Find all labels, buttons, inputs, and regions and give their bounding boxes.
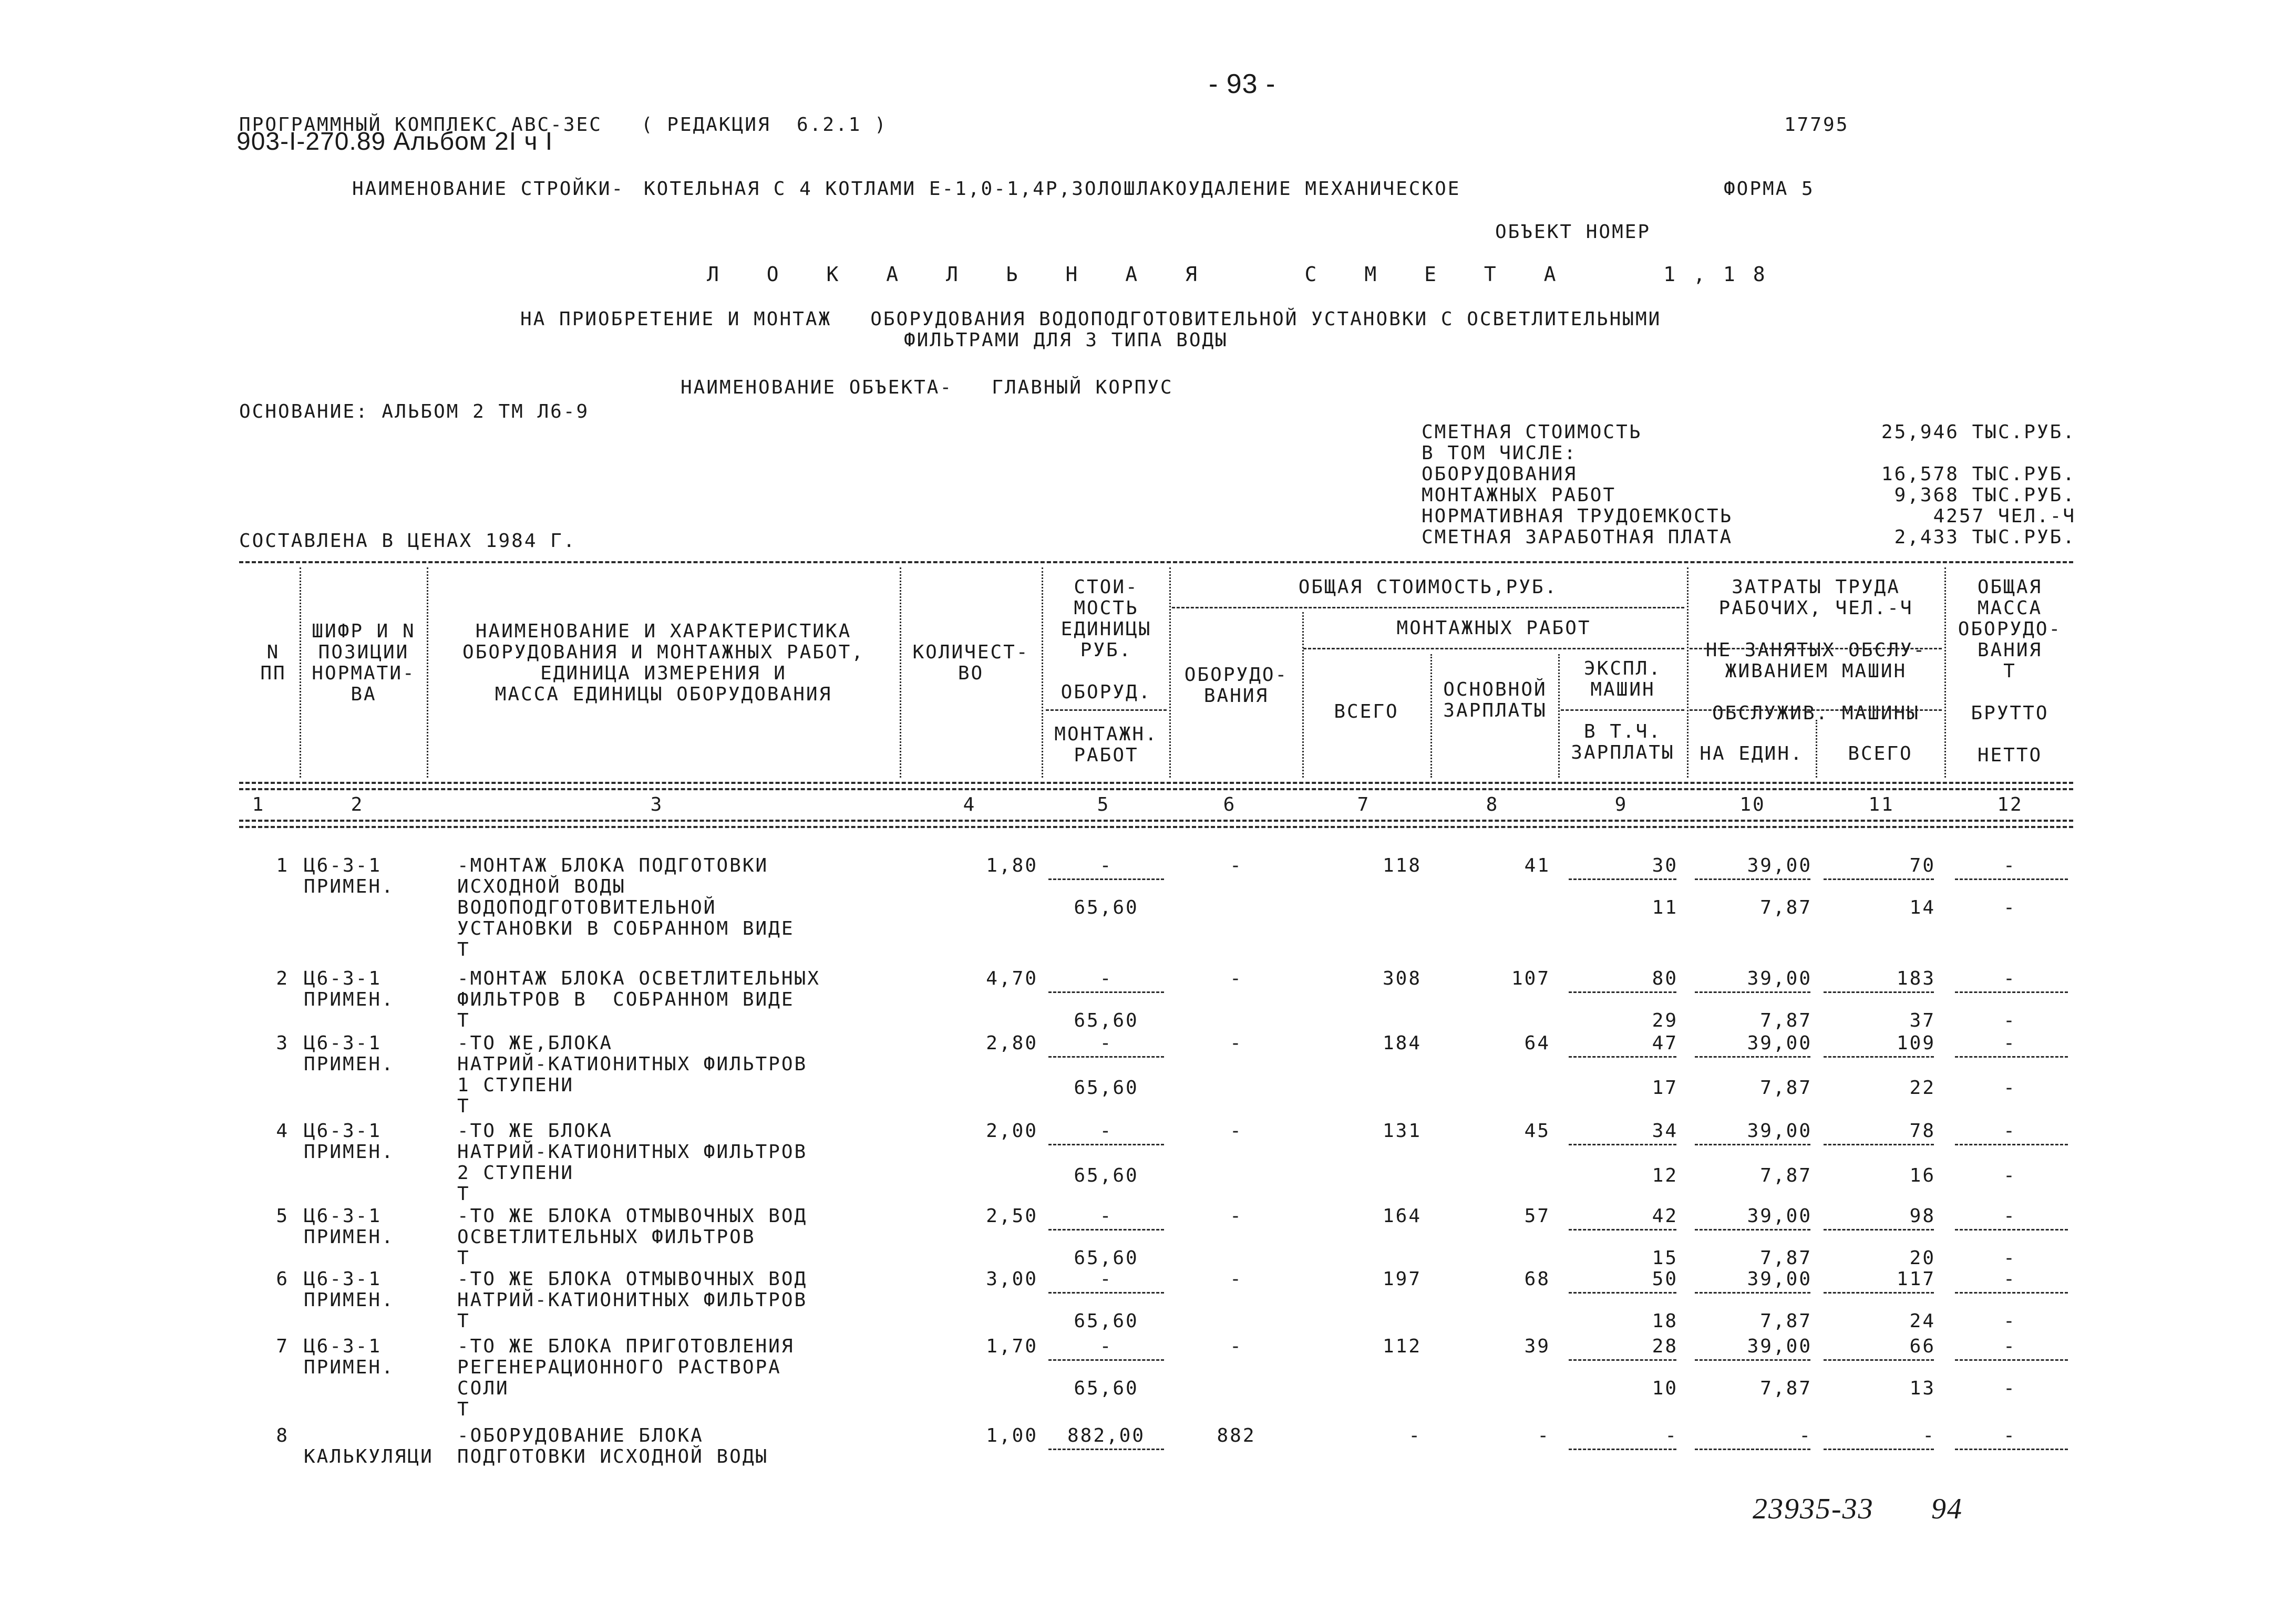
row-unit-mounting: 65,60 bbox=[1074, 1077, 1139, 1099]
cell-split-rule bbox=[1824, 1292, 1934, 1294]
row-mass-net: - bbox=[2003, 1077, 2016, 1099]
row-machine-wage: 29 bbox=[1652, 1010, 1678, 1031]
footer-code: 23935-33 bbox=[1753, 1493, 1874, 1525]
row-mass-gross: - bbox=[2003, 1032, 2016, 1054]
row-machine-labor-unit: 7,87 bbox=[1760, 1247, 1812, 1269]
column-number: 3 bbox=[650, 794, 664, 815]
cell-split-rule bbox=[1569, 1229, 1676, 1231]
column-number: 1 bbox=[252, 794, 265, 815]
row-mass-gross: - bbox=[2003, 855, 2016, 876]
row-code: Ц6-3-1 ПРИМЕН. bbox=[304, 1120, 395, 1163]
construction-label: НАИМЕНОВАНИЕ СТРОЙКИ- bbox=[352, 178, 625, 200]
cell-split-rule bbox=[1569, 878, 1676, 880]
row-mass-gross: - bbox=[2003, 1268, 2016, 1290]
row-code: Ц6-3-1 ПРИМЕН. bbox=[304, 1336, 395, 1378]
header-sub-rule bbox=[1172, 607, 1684, 608]
row-number: 6 bbox=[276, 1268, 289, 1290]
header-col-5: СТОИ- МОСТЬ ЕДИНИЦЫ РУБ. ОБОРУД. МОНТАЖН. РАБОТ bbox=[1054, 576, 1158, 766]
row-code: КАЛЬКУЛЯЦИ bbox=[304, 1446, 434, 1467]
cell-split-rule bbox=[1695, 878, 1810, 880]
cell-split-rule bbox=[1695, 991, 1810, 993]
column-number: 10 bbox=[1739, 794, 1766, 815]
row-labor-total: - bbox=[1922, 1425, 1935, 1446]
row-labor-total: 117 bbox=[1896, 1268, 1935, 1290]
header-col-6: ОБОРУДО- ВАНИЯ bbox=[1184, 664, 1289, 707]
column-number: 4 bbox=[963, 794, 976, 815]
row-machine-cost: - bbox=[1665, 1425, 1678, 1446]
cell-split-rule bbox=[1569, 1292, 1676, 1294]
row-machine-labor-unit: 7,87 bbox=[1760, 897, 1812, 918]
row-unit-mounting: 65,60 bbox=[1074, 1247, 1139, 1269]
summary-value: 2,433 ТЫС.РУБ. bbox=[1894, 526, 2076, 548]
row-mounting-total: 184 bbox=[1382, 1032, 1422, 1054]
cell-split-rule bbox=[1955, 1359, 2068, 1361]
row-labor-unit: 39,00 bbox=[1747, 1032, 1812, 1054]
summary-label: МОНТАЖНЫХ РАБОТ bbox=[1422, 484, 1617, 506]
row-base-wage: 39 bbox=[1524, 1336, 1550, 1357]
row-number: 3 bbox=[276, 1032, 289, 1054]
summary-label: НОРМАТИВНАЯ ТРУДОЕМКОСТЬ bbox=[1422, 505, 1733, 527]
cell-split-rule bbox=[1824, 1056, 1934, 1058]
row-machine-wage: 18 bbox=[1652, 1310, 1678, 1332]
header-bottom-rule bbox=[239, 782, 2073, 784]
cell-split-rule bbox=[1695, 1144, 1810, 1145]
summary-value: 25,946 ТЫС.РУБ. bbox=[1881, 421, 2076, 443]
row-mounting-total: 164 bbox=[1382, 1205, 1422, 1227]
row-labor-total: 109 bbox=[1896, 1032, 1935, 1054]
summary-label: ОБОРУДОВАНИЯ bbox=[1422, 463, 1578, 485]
header-mont: МОНТАЖНЫХ РАБОТ bbox=[1396, 617, 1591, 639]
cell-split-rule bbox=[1695, 1229, 1810, 1231]
row-description: -ОБОРУДОВАНИЕ БЛОКА ПОДГОТОВКИ ИСХОДНОЙ ВОДЫ bbox=[457, 1425, 769, 1467]
row-labor-total: 66 bbox=[1909, 1336, 1935, 1357]
basis-line: ОСНОВАНИЕ: АЛЬБОМ 2 ТМ Л6-9 bbox=[239, 401, 590, 422]
row-machine-labor-total: 13 bbox=[1909, 1378, 1935, 1399]
cell-split-rule bbox=[1569, 1056, 1676, 1058]
row-unit-mounting: 65,60 bbox=[1074, 897, 1139, 918]
cell-split-rule bbox=[1955, 1144, 2068, 1145]
row-base-wage: 41 bbox=[1524, 855, 1550, 876]
row-description: -ТО ЖЕ БЛОКА НАТРИЙ-КАТИОНИТНЫХ ФИЛЬТРОВ 2 СТУПЕНИ Т bbox=[457, 1120, 808, 1205]
row-mounting-total: 308 bbox=[1382, 968, 1422, 989]
row-machine-labor-unit: 7,87 bbox=[1760, 1378, 1812, 1399]
row-equipment-cost: - bbox=[1230, 1336, 1243, 1357]
row-machine-labor-unit: 7,87 bbox=[1760, 1010, 1812, 1031]
summary-label: В ТОМ ЧИСЛЕ: bbox=[1422, 442, 1578, 464]
page-number: - 93 - bbox=[1209, 69, 1276, 99]
row-mass-gross: - bbox=[2003, 968, 2016, 989]
row-base-wage: 107 bbox=[1511, 968, 1550, 989]
row-equipment-cost: 882 bbox=[1217, 1425, 1256, 1446]
row-machine-cost: 34 bbox=[1652, 1120, 1678, 1142]
row-mass-gross: - bbox=[2003, 1120, 2016, 1142]
row-unit-mounting: 65,60 bbox=[1074, 1310, 1139, 1332]
column-number: 2 bbox=[351, 794, 364, 815]
header-labor-sub: НЕ ЗАНЯТЫХ ОБСЛУ- ЖИВАНИЕМ МАШИН ОБСЛУЖИВ. МАШИНЫ bbox=[1705, 639, 1927, 724]
row-mounting-total: 112 bbox=[1382, 1336, 1422, 1357]
table-top-rule bbox=[239, 561, 2073, 563]
cell-split-rule bbox=[1569, 1359, 1676, 1361]
cell-split-rule bbox=[1955, 1056, 2068, 1058]
cell-split-rule bbox=[1048, 1229, 1164, 1231]
summary-value: 16,578 ТЫС.РУБ. bbox=[1881, 463, 2076, 485]
header-col-1: N ПП bbox=[260, 642, 286, 684]
row-code: Ц6-3-1 ПРИМЕН. bbox=[304, 968, 395, 1010]
column-number: 5 bbox=[1097, 794, 1110, 815]
prices-line: СОСТАВЛЕНА В ЦЕНАХ 1984 Г. bbox=[239, 530, 576, 552]
header-col-10: НА ЕДИН. bbox=[1700, 743, 1804, 764]
row-machine-labor-total: 16 bbox=[1909, 1165, 1935, 1186]
summary-value: 4257 ЧЕЛ.-Ч bbox=[1933, 505, 2076, 527]
row-description: -ТО ЖЕ БЛОКА ОТМЫВОЧНЫХ ВОД ОСВЕТЛИТЕЛЬНЫХ ФИЛЬТРОВ Т bbox=[457, 1205, 808, 1269]
row-labor-unit: 39,00 bbox=[1747, 855, 1812, 876]
cell-split-rule bbox=[1824, 991, 1934, 993]
cell-split-rule bbox=[1048, 1449, 1164, 1450]
row-equipment-cost: - bbox=[1230, 1205, 1243, 1227]
row-quantity: 2,80 bbox=[986, 1032, 1038, 1054]
cell-split-rule bbox=[1048, 1056, 1164, 1058]
row-machine-cost: 50 bbox=[1652, 1268, 1678, 1290]
column-number: 11 bbox=[1868, 794, 1895, 815]
cell-split-rule bbox=[1824, 878, 1934, 880]
col-divider bbox=[1169, 567, 1171, 778]
cell-split-rule bbox=[1955, 1449, 2068, 1450]
footer-page: 94 bbox=[1931, 1493, 1963, 1525]
row-quantity: 2,00 bbox=[986, 1120, 1038, 1142]
header-total-cost: ОБЩАЯ СТОИМОСТЬ,РУБ. bbox=[1298, 576, 1558, 598]
row-equipment-cost: - bbox=[1230, 1032, 1243, 1054]
row-description: -ТО ЖЕ БЛОКА ПРИГОТОВЛЕНИЯ РЕГЕНЕРАЦИОННОГО РАСТВОРА СОЛИ Т bbox=[457, 1336, 795, 1420]
cell-split-rule bbox=[1695, 1359, 1810, 1361]
row-description: -МОНТАЖ БЛОКА ОСВЕТЛИТЕЛЬНЫХ ФИЛЬТРОВ В СОБРАННОМ ВИДЕ Т bbox=[457, 968, 820, 1031]
cell-split-rule bbox=[1824, 1229, 1934, 1231]
row-unit-equipment: - bbox=[1099, 1120, 1113, 1142]
row-equipment-cost: - bbox=[1230, 855, 1243, 876]
row-machine-wage: 11 bbox=[1652, 897, 1678, 918]
row-labor-unit: 39,00 bbox=[1747, 1268, 1812, 1290]
numbers-rule bbox=[239, 820, 2073, 822]
form-label: ФОРМА 5 bbox=[1724, 178, 1815, 200]
row-mounting-total: 118 bbox=[1382, 855, 1422, 876]
row-unit-mounting: 65,60 bbox=[1074, 1010, 1139, 1031]
row-machine-cost: 28 bbox=[1652, 1336, 1678, 1357]
row-machine-cost: 80 bbox=[1652, 968, 1678, 989]
row-description: -ТО ЖЕ,БЛОКА НАТРИЙ-КАТИОНИТНЫХ ФИЛЬТРОВ 1 СТУПЕНИ Т bbox=[457, 1032, 808, 1117]
row-labor-unit: 39,00 bbox=[1747, 968, 1812, 989]
album-reference: 903-I-270.89 Альбом 2I ч I bbox=[236, 128, 553, 156]
cell-split-rule bbox=[1824, 1449, 1934, 1450]
row-unit-mounting: 65,60 bbox=[1074, 1165, 1139, 1186]
row-labor-total: 70 bbox=[1909, 855, 1935, 876]
row-mass-gross: - bbox=[2003, 1425, 2016, 1446]
document-title: Л О К А Л Ь Н А Я С М Е Т А 1,18 bbox=[707, 263, 1783, 286]
header-col-12: ОБЩАЯ МАССА ОБОРУДО- ВАНИЯ Т БРУТТО НЕТТО bbox=[1958, 576, 2062, 766]
row-base-wage: - bbox=[1537, 1425, 1550, 1446]
construction-name: КОТЕЛЬНАЯ С 4 КОТЛАМИ Е-1,0-1,4Р,ЗОЛОШЛАКОУДАЛЕНИЕ МЕХАНИЧЕСКОЕ bbox=[644, 178, 1461, 200]
row-number: 4 bbox=[276, 1120, 289, 1142]
row-mass-gross: - bbox=[2003, 1205, 2016, 1227]
column-number: 9 bbox=[1614, 794, 1628, 815]
row-number: 7 bbox=[276, 1336, 289, 1357]
row-mass-net: - bbox=[2003, 1247, 2016, 1269]
cell-split-rule bbox=[1955, 1229, 2068, 1231]
row-description: -МОНТАЖ БЛОКА ПОДГОТОВКИ ИСХОДНОЙ ВОДЫ ВОДОПОДГОТОВИТЕЛЬНОЙ УСТАНОВКИ В СОБРАННОМ ВИДЕ Т bbox=[457, 855, 795, 960]
cell-split-rule bbox=[1569, 1449, 1676, 1450]
cell-split-rule bbox=[1955, 1292, 2068, 1294]
row-quantity: 2,50 bbox=[986, 1205, 1038, 1227]
row-labor-total: 183 bbox=[1896, 968, 1935, 989]
row-unit-mounting: 65,60 bbox=[1074, 1378, 1139, 1399]
row-quantity: 3,00 bbox=[986, 1268, 1038, 1290]
header-col-3: НАИМЕНОВАНИЕ И ХАРАКТЕРИСТИКА ОБОРУДОВАНИЯ И МОНТАЖНЫХ РАБОТ, ЕДИНИЦА ИЗМЕРЕНИЯ И МАССА ЕДИНИЦЫ ОБОРУДОВАНИЯ bbox=[462, 621, 864, 705]
row-unit-equipment: - bbox=[1099, 1205, 1113, 1227]
cell-split-rule bbox=[1695, 1056, 1810, 1058]
row-mass-net: - bbox=[2003, 897, 2016, 918]
row-machine-labor-unit: 7,87 bbox=[1760, 1310, 1812, 1332]
column-number: 6 bbox=[1223, 794, 1237, 815]
object-name: НАИМЕНОВАНИЕ ОБЪЕКТА- ГЛАВНЫЙ КОРПУС bbox=[681, 377, 1173, 398]
row-mounting-total: 197 bbox=[1382, 1268, 1422, 1290]
column-number: 7 bbox=[1357, 794, 1371, 815]
row-labor-unit: 39,00 bbox=[1747, 1336, 1812, 1357]
header-col-9: ЭКСПЛ. МАШИН В Т.Ч. ЗАРПЛАТЫ bbox=[1571, 658, 1675, 763]
cell-split-rule bbox=[1048, 1292, 1164, 1294]
row-number: 1 bbox=[276, 855, 289, 876]
row-labor-unit: 39,00 bbox=[1747, 1205, 1812, 1227]
cell-split-rule bbox=[1955, 878, 2068, 880]
cell-split-rule bbox=[1048, 878, 1164, 880]
cell-split-rule bbox=[1955, 991, 2068, 993]
cell-split-rule bbox=[1569, 991, 1676, 993]
row-machine-cost: 30 bbox=[1652, 855, 1678, 876]
row-unit-equipment: 882,00 bbox=[1067, 1425, 1146, 1446]
cell-split-rule bbox=[1695, 1292, 1810, 1294]
program-line: ПРОГРАММНЫЙ КОМПЛЕКС АВС-3ЕС ( РЕДАКЦИЯ 6.2.1 ) bbox=[239, 114, 888, 136]
row-description: -ТО ЖЕ БЛОКА ОТМЫВОЧНЫХ ВОД НАТРИЙ-КАТИОНИТНЫХ ФИЛЬТРОВ Т bbox=[457, 1268, 808, 1332]
row-base-wage: 68 bbox=[1524, 1268, 1550, 1290]
row-labor-unit: - bbox=[1799, 1425, 1812, 1446]
row-unit-equipment: - bbox=[1099, 1336, 1113, 1357]
row-code: Ц6-3-1 ПРИМЕН. bbox=[304, 855, 395, 897]
row-number: 8 bbox=[276, 1425, 289, 1446]
row-machine-labor-unit: 7,87 bbox=[1760, 1165, 1812, 1186]
row-mass-net: - bbox=[2003, 1010, 2016, 1031]
row-mass-net: - bbox=[2003, 1378, 2016, 1399]
header-col-11: ВСЕГО bbox=[1848, 743, 1913, 764]
row-labor-total: 98 bbox=[1909, 1205, 1935, 1227]
header-bottom-rule-2 bbox=[239, 788, 2073, 790]
header-col-4: КОЛИЧЕСТ- ВО bbox=[912, 642, 1029, 684]
row-machine-labor-unit: 7,87 bbox=[1760, 1077, 1812, 1099]
summary-label: СМЕТНАЯ ЗАРАБОТНАЯ ПЛАТА bbox=[1422, 526, 1733, 548]
row-machine-cost: 47 bbox=[1652, 1032, 1678, 1054]
header-labor: ЗАТРАТЫ ТРУДА РАБОЧИХ, ЧЕЛ.-Ч bbox=[1718, 576, 1913, 619]
row-machine-wage: 12 bbox=[1652, 1165, 1678, 1186]
summary-value: 9,368 ТЫС.РУБ. bbox=[1894, 484, 2076, 506]
row-number: 5 bbox=[276, 1205, 289, 1227]
row-quantity: 1,00 bbox=[986, 1425, 1038, 1446]
row-mounting-total: 131 bbox=[1382, 1120, 1422, 1142]
row-quantity: 1,70 bbox=[986, 1336, 1038, 1357]
row-base-wage: 45 bbox=[1524, 1120, 1550, 1142]
summary-label: СМЕТНАЯ СТОИМОСТЬ bbox=[1422, 421, 1642, 443]
numbers-rule-2 bbox=[239, 826, 2073, 828]
cell-split-rule bbox=[1824, 1144, 1934, 1145]
row-machine-cost: 42 bbox=[1652, 1205, 1678, 1227]
row-mass-gross: - bbox=[2003, 1336, 2016, 1357]
row-base-wage: 57 bbox=[1524, 1205, 1550, 1227]
row-code: Ц6-3-1 ПРИМЕН. bbox=[304, 1268, 395, 1311]
row-machine-labor-total: 14 bbox=[1909, 897, 1935, 918]
cell-split-rule bbox=[1048, 991, 1164, 993]
row-equipment-cost: - bbox=[1230, 1120, 1243, 1142]
row-unit-equipment: - bbox=[1099, 855, 1113, 876]
row-equipment-cost: - bbox=[1230, 968, 1243, 989]
header-col-7: ВСЕГО bbox=[1334, 701, 1399, 722]
row-labor-unit: 39,00 bbox=[1747, 1120, 1812, 1142]
column-number: 8 bbox=[1486, 794, 1499, 815]
cell-split-rule bbox=[1569, 1144, 1676, 1145]
row-unit-equipment: - bbox=[1099, 1268, 1113, 1290]
row-quantity: 1,80 bbox=[986, 855, 1038, 876]
row-code: Ц6-3-1 ПРИМЕН. bbox=[304, 1032, 395, 1075]
row-machine-labor-total: 37 bbox=[1909, 1010, 1935, 1031]
subtitle-line-1: НА ПРИОБРЕТЕНИЕ И МОНТАЖ ОБОРУДОВАНИЯ ВОДОПОДГОТОВИТЕЛЬНОЙ УСТАНОВКИ С ОСВЕТЛИТЕЛЬНЫМИ bbox=[520, 308, 1662, 330]
row-machine-wage: 15 bbox=[1652, 1247, 1678, 1269]
column-number: 12 bbox=[1997, 794, 2023, 815]
row-machine-wage: 17 bbox=[1652, 1077, 1678, 1099]
row-machine-labor-total: 20 bbox=[1909, 1247, 1935, 1269]
row-number: 2 bbox=[276, 968, 289, 989]
row-machine-labor-total: 22 bbox=[1909, 1077, 1935, 1099]
header-col-8: ОСНОВНОЙ ЗАРПЛАТЫ bbox=[1443, 679, 1547, 721]
row-unit-equipment: - bbox=[1099, 968, 1113, 989]
subtitle-line-2: ФИЛЬТРАМИ ДЛЯ 3 ТИПА ВОДЫ bbox=[904, 329, 1228, 351]
row-mass-net: - bbox=[2003, 1310, 2016, 1332]
row-machine-wage: 10 bbox=[1652, 1378, 1678, 1399]
row-code: Ц6-3-1 ПРИМЕН. bbox=[304, 1205, 395, 1248]
row-equipment-cost: - bbox=[1230, 1268, 1243, 1290]
header-col-2: ШИФР И N ПОЗИЦИИ НОРМАТИ- ВА bbox=[312, 621, 416, 705]
cell-split-rule bbox=[1695, 1449, 1810, 1450]
document-code: 17795 bbox=[1784, 114, 1849, 136]
row-machine-labor-total: 24 bbox=[1909, 1310, 1935, 1332]
row-mass-net: - bbox=[2003, 1165, 2016, 1186]
object-number: ОБЪЕКТ НОМЕР bbox=[1495, 221, 1651, 243]
row-labor-total: 78 bbox=[1909, 1120, 1935, 1142]
row-quantity: 4,70 bbox=[986, 968, 1038, 989]
cell-split-rule bbox=[1824, 1359, 1934, 1361]
row-unit-equipment: - bbox=[1099, 1032, 1113, 1054]
row-mounting-total: - bbox=[1408, 1425, 1422, 1446]
cell-split-rule bbox=[1048, 1144, 1164, 1145]
header-sub-rule bbox=[1303, 648, 1684, 649]
cell-split-rule bbox=[1048, 1359, 1164, 1361]
row-base-wage: 64 bbox=[1524, 1032, 1550, 1054]
